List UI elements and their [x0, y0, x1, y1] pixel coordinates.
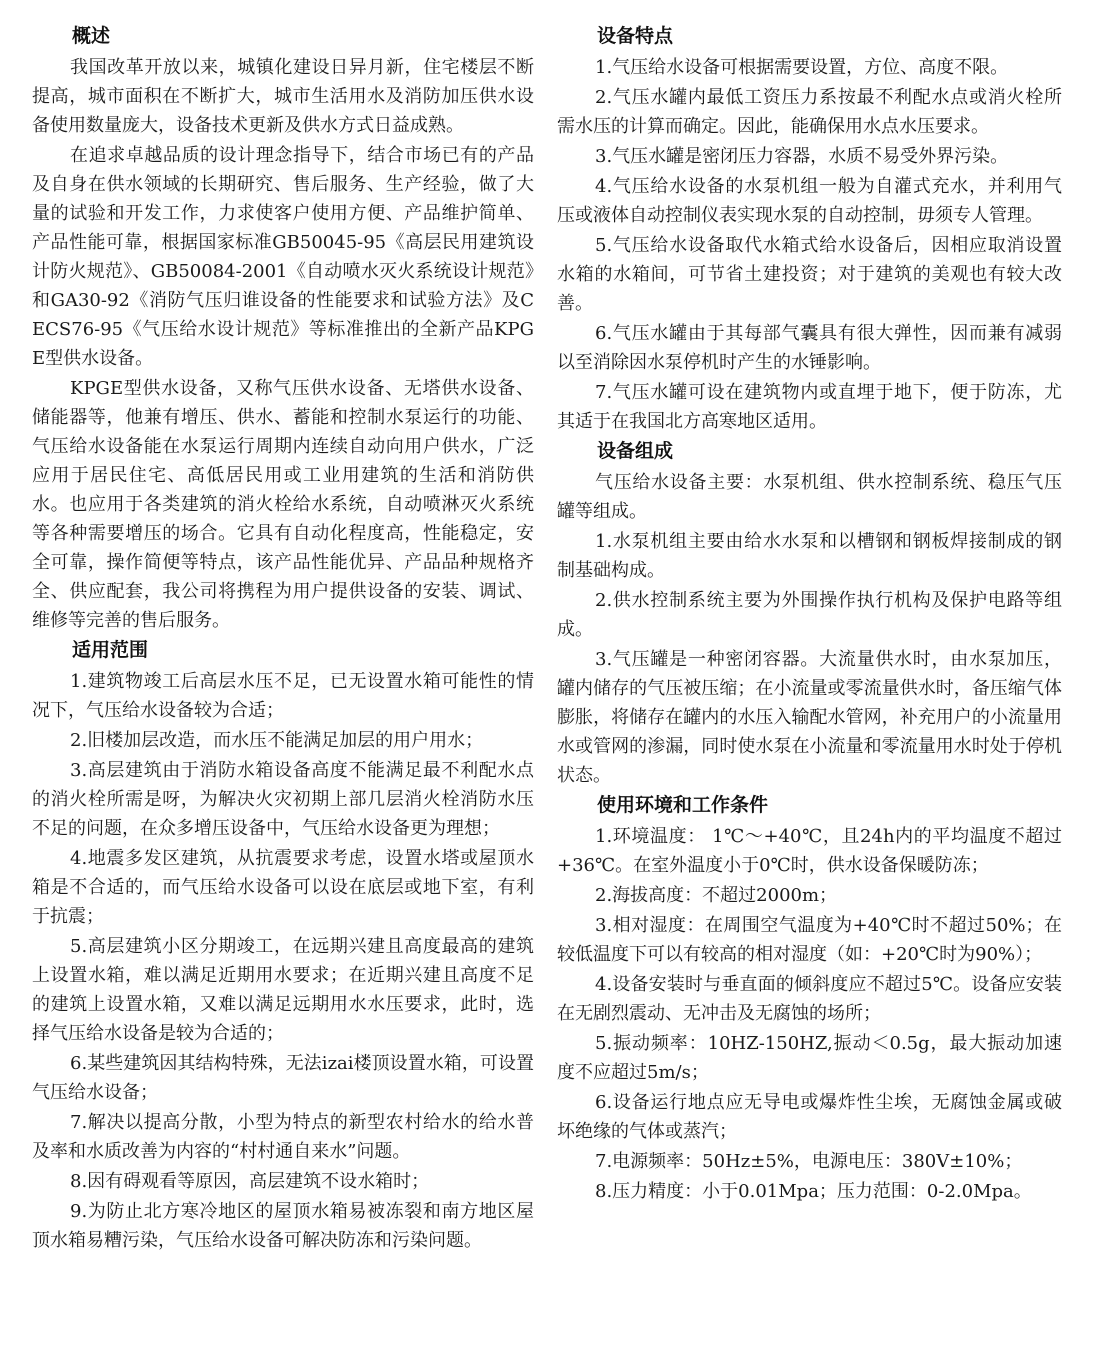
right-paragraph: 7.气压水罐可设在建筑物内或直埋于地下，便于防冻，尤其适于在我国北方高寒地区适用。: [557, 382, 1062, 432]
left-paragraph: 我国改革开放以来，城镇化建设日异月新，住宅楼层不断提高，城市面积在不断扩大，城市生活用水及消防加压供水设备使用数量庞大，设备技术更新及供水方式日益成熟。: [32, 57, 534, 136]
right-column: [557, 22, 1062, 1207]
left-paragraph: 7.解决以提高分散，小型为特点的新型农村给水的给水普及率和水质改善为内容的“村村通自来水”问题。: [32, 1112, 534, 1162]
left-paragraph: 1.建筑物竣工后高层水压不足，已无设置水箱可能性的情况下，气压给水设备较为合适；: [32, 671, 534, 721]
left-paragraph: 5.高层建筑小区分期竣工，在远期兴建且高度最高的建筑上设置水箱，难以满足近期用水要求；在近期兴建且高度不足的建筑上设置水箱，又难以满足远期用水水压要求，此时，选择气压给水设备是较为合适的；: [32, 936, 534, 1044]
right-paragraph: 2.气压水罐内最低工资压力系按最不利配水点或消火栓所需水压的计算而确定。因此，能确保用水点水压要求。: [557, 87, 1062, 137]
left-paragraph: 在追求卓越品质的设计理念指导下，结合市场已有的产品及自身在供水领域的长期研究、售后服务、生产经验，做了大量的试验和开发工作，力求使客户使用方便、产品维护简单、产品性能可靠，根据国家标准GB50045-95《高层民用建筑设计防火规范》、GB50084-2001《自动喷水灭火系统设计规范》和GA30-92《消防气压归谁设备的性能要求和试验方法》及CECS76-95《气压给水设计规范》等标准推出的全新产品KPGE型供水设备。: [32, 145, 534, 369]
right-section-heading: 设备特点: [597, 26, 674, 47]
right-paragraph: 1.环境温度： 1℃～+40℃，且24h内的平均温度不超过+36℃。在室外温度小于0℃时，供水设备保暖防冻；: [557, 826, 1062, 876]
right-paragraph: 5.气压给水设备取代水箱式给水设备后，因相应取消设置水箱的水箱间，可节省土建投资；对于建筑的美观也有较大改善。: [557, 235, 1062, 314]
right-section-heading: 使用环境和工作条件: [597, 795, 769, 816]
left-paragraph: 3.高层建筑由于消防水箱设备高度不能满足最不利配水点的消火栓所需是呀，为解决火灾初期上部几层消火栓消防水压不足的问题，在众多增压设备中，气压给水设备更为理想；: [32, 760, 534, 839]
left-paragraph: 8.因有碍观看等原因，高层建筑不设水箱时；: [70, 1171, 430, 1192]
left-paragraph: 2.旧楼加层改造，而水压不能满足加层的用户用水；: [70, 730, 484, 751]
right-paragraph: 气压给水设备主要：水泵机组、供水控制系统、稳压气压罐等组成。: [557, 472, 1062, 522]
right-paragraph: 5.振动频率：10HZ-150HZ,振动＜0.5g，最大振动加速度不应超过5m/s；: [557, 1033, 1062, 1083]
right-paragraph: 3.气压罐是一种密闭容器。大流量供水时，由水泵加压，罐内储存的气压被压缩；在小流量或零流量供水时，备压缩气体膨胀，将储存在罐内的水压入输配水管网，补充用户的小流量用水或管网的渗漏，同时使水泵在小流量和零流量用水时处于停机状态。: [557, 649, 1062, 786]
right-paragraph: 6.气压水罐由于其每部气囊具有很大弹性，因而兼有减弱以至消除因水泵停机时产生的水锤影响。: [557, 323, 1062, 373]
left-paragraph: 6.某些建筑因其结构特殊，无法izai楼顶设置水箱，可设置气压给水设备；: [32, 1053, 534, 1103]
right-paragraph: 3.气压水罐是密闭压力容器，水质不易受外界污染。: [595, 146, 1009, 167]
right-section-heading: 设备组成: [597, 441, 674, 462]
left-section-heading: 概述: [72, 26, 111, 47]
left-paragraph: 4.地震多发区建筑，从抗震要求考虑，设置水塔或屋顶水箱是不合适的，而气压给水设备可以设在底层或地下室，有利于抗震；: [32, 848, 534, 927]
right-paragraph: 4.气压给水设备的水泵机组一般为自灌式充水，并利用气压或液体自动控制仪表实现水泵的自动控制，毋须专人管理。: [557, 176, 1062, 226]
right-paragraph: 4.设备安装时与垂直面的倾斜度应不超过5℃。设备应安装在无剧烈震动、无冲击及无腐蚀的场所；: [557, 974, 1062, 1024]
left-section-heading: 适用范围: [72, 640, 149, 661]
left-paragraph: 9.为防止北方寒冷地区的屋顶水箱易被冻裂和南方地区屋顶水箱易糟污染，气压给水设备可解决防冻和污染问题。: [32, 1201, 534, 1251]
right-paragraph: 1.气压给水设备可根据需要设置，方位、高度不限。: [595, 57, 1009, 78]
right-paragraph: 8.压力精度：小于0.01Mpa；压力范围：0-2.0Mpa。: [595, 1181, 1032, 1202]
left-column: [32, 22, 534, 1256]
right-paragraph: 1.水泵机组主要由给水水泵和以槽钢和钢板焊接制成的钢制基础构成。: [557, 531, 1062, 581]
right-paragraph: 2.供水控制系统主要为外围操作执行机构及保护电路等组成。: [557, 590, 1062, 640]
right-paragraph: 2.海拔高度：不超过2000m；: [595, 885, 838, 906]
right-paragraph: 7.电源频率：50Hz±5%，电源电压：380V±10%；: [595, 1151, 1023, 1172]
right-paragraph: 3.相对湿度：在周围空气温度为+40℃时不超过50%；在较低温度下可以有较高的相对湿度（如：+20℃时为90%）；: [557, 915, 1062, 965]
right-paragraph: 6.设备运行地点应无导电或爆炸性尘埃，无腐蚀金属或破坏绝缘的气体或蒸汽；: [557, 1092, 1062, 1142]
left-paragraph: KPGE型供水设备，又称气压供水设备、无塔供水设备、储能器等，他兼有增压、供水、蓄能和控制水泵运行的功能、气压给水设备能在水泵运行周期内连续自动向用户供水，广泛应用于居民住宅、高低居民用或工业用建筑的生活和消防供水。也应用于各类建筑的消火栓给水系统，自动喷淋灭火系统等各种需要增压的场合。它具有自动化程度高，性能稳定，安全可靠，操作简便等特点，该产品性能优异、产品品种规格齐全、供应配套，我公司将携程为用户提供设备的安装、调试、维修等完善的售后服务。: [32, 378, 534, 631]
